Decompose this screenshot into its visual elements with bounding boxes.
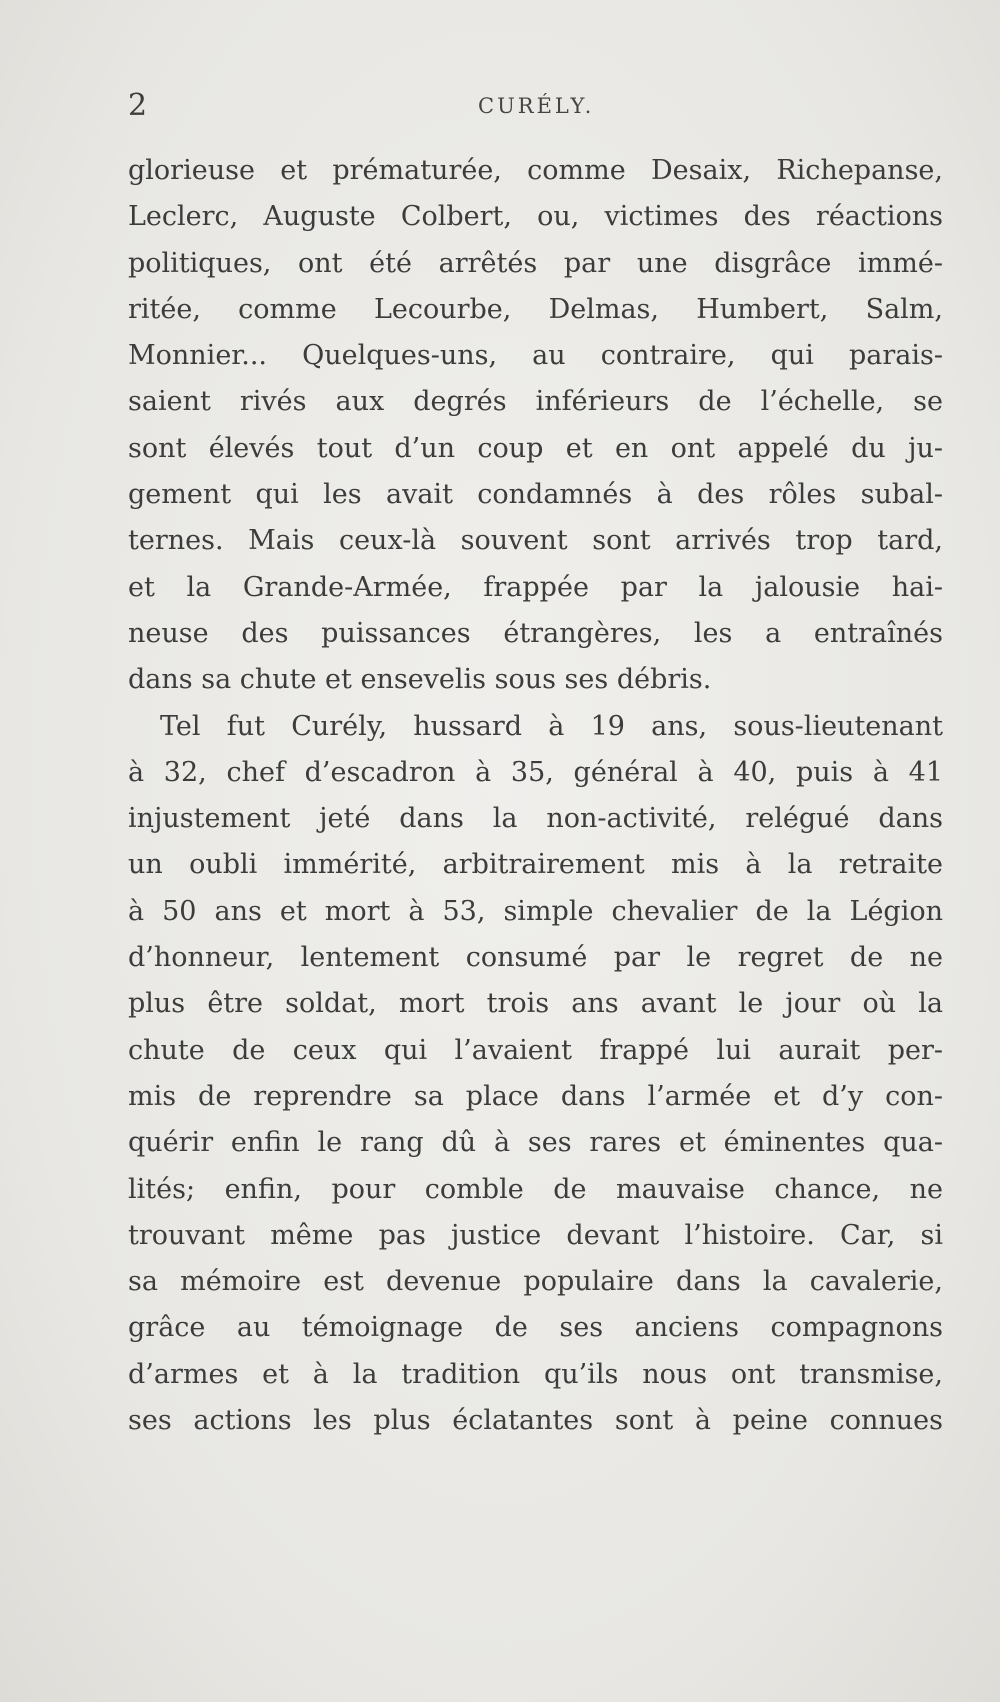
text-line: sa mémoire est devenue populaire dans la cavalerie, xyxy=(128,1266,943,1298)
text-line: à 50 ans et mort à 53, simple chevalier de la Légion xyxy=(128,895,943,927)
text-line: ritée, comme Lecourbe, Delmas, Humbert, Salm, xyxy=(128,293,943,325)
text-line: ternes. Mais ceux-là souvent sont arrivés trop tard, xyxy=(128,525,943,557)
text-line: d’armes et à la tradition qu’ils nous ont transmise, xyxy=(128,1358,943,1390)
running-head: CURÉLY. xyxy=(478,94,595,118)
text-line: à 32, chef d’escadron à 35, général à 40, puis à 41 xyxy=(128,756,943,788)
page-header xyxy=(128,88,948,128)
text-line: Monnier... Quelques-uns, au contraire, qui parais- xyxy=(128,340,943,372)
text-line: mis de reprendre sa place dans l’armée et d’y con- xyxy=(128,1080,943,1112)
text-line: d’honneur, lentement consumé par le regret de ne xyxy=(128,942,943,974)
text-line: Tel fut Curély, hussard à 19 ans, sous-lieutenant xyxy=(160,710,943,742)
text-line: ses actions les plus éclatantes sont à peine connues xyxy=(128,1405,943,1437)
text-line: dans sa chute et ensevelis sous ses débris. xyxy=(128,664,712,696)
text-line: quérir enfin le rang dû à ses rares et éminentes qua- xyxy=(128,1127,943,1159)
text-line: un oubli immérité, arbitrairement mis à la retraite xyxy=(128,849,943,881)
text-line: gement qui les avait condamnés à des rôles subal- xyxy=(128,479,943,511)
text-line: injustement jeté dans la non-activité, relégué dans xyxy=(128,803,943,835)
text-line: lités; enfin, pour comble de mauvaise chance, ne xyxy=(128,1173,943,1205)
text-line: neuse des puissances étrangères, les a entraînés xyxy=(128,617,943,649)
body-text xyxy=(128,148,943,1444)
text-line: trouvant même pas justice devant l’histoire. Car, si xyxy=(128,1219,943,1251)
text-line: sont élevés tout d’un coup et en ont appelé du ju- xyxy=(128,432,943,464)
text-line: glorieuse et prématurée, comme Desaix, Richepanse, xyxy=(128,155,943,186)
text-line: et la Grande-Armée, frappée par la jalousie hai- xyxy=(128,571,943,603)
text-line: chute de ceux qui l’avaient frappé lui aurait per- xyxy=(128,1034,943,1066)
text-line: saient rivés aux degrés inférieurs de l’échelle, se xyxy=(128,386,943,418)
text-line: grâce au témoignage de ses anciens compagnons xyxy=(128,1312,943,1344)
page-number: 2 xyxy=(128,88,148,123)
text-line: Leclerc, Auguste Colbert, ou, victimes des réactions xyxy=(128,201,943,233)
text-line: politiques, ont été arrêtés par une disgrâce immé- xyxy=(128,247,943,279)
text-line: plus être soldat, mort trois ans avant le jour où la xyxy=(128,988,943,1020)
